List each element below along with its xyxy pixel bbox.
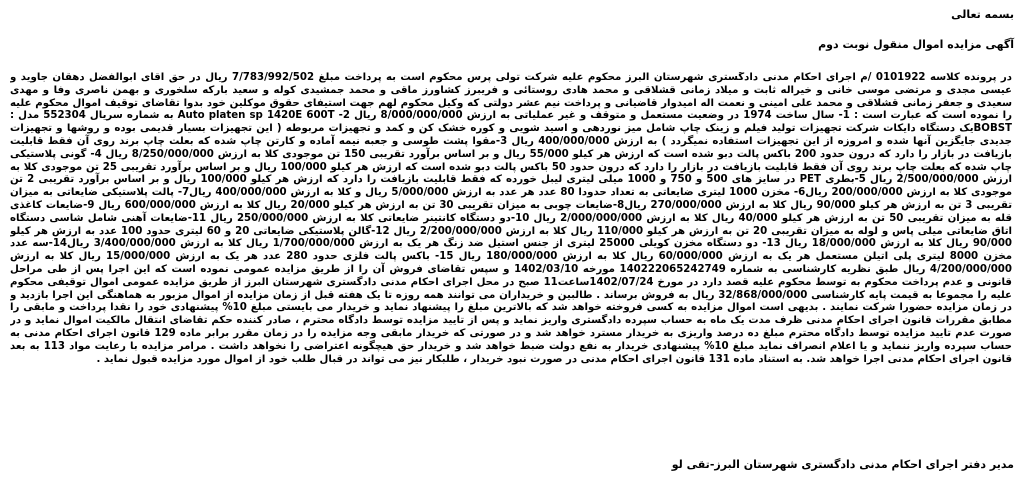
document-heading: بسمه تعالی — [951, 8, 1014, 21]
document-body: در پرونده کلاسه 0101922 /م اجرای احکام مدنی دادگستری شهرستان البرز محکوم علیه شرکت تولی پرس محکوم است به پرداخت مبلغ 7/783/992/502 ریال در حق آقای ابوالفضل دهقان جاوید و عیسی مجدی و مرتضی موسی خانی و خیراله ثابت و میلاد زمانی قشلاقی و محمد هادی روستائی و فریبرز کشاورز ماقی و محمد جمشیدی کوله و سعید بارکه سلخوری و بهمن ناصری وفا و مهدی سعیدی و جعفر زمانی قشلاقی و محمد علی امینی و نعمت اله امیدوار قاضیانی و پرداخت نیم عشر دولتی که وکیل محکوم لهم جهت استیفای حقوق موکلین خود بدوا تقاضای توقیف اموال محکوم علیه را نموده است که عبارت است : 1- سال ساخت 1974 در وضعیت مستعمل و متوقف و غیر عملیاتی به ارزش 8/000/000/000 ریال 2- Auto platen sp 1420E 600T به شماره سریال 552304 مدل : BOBSTیک دستگاه دایکات شرکت تجهیزات تولید فیلم و زینک چاپ شامل میز نوردهی و اسید شویی و کوره خشک کن و کمد و تجهیزات مربوطه ( این تجهیزات بسیار قدیمی بوده و روشها و تجهیزات جدیدی جایگزین آنها شده و امروزه از این تجهیزات استفاده نمیگردد ) به ارزش 400/000/000 ریال 3-مقوا پشت طوسی و جعبه نیمه آماده و کارتن چاپ شده که بعلت چاپ برند روی آن فقط قابلیت بازیافت در بازار را دارد که درون حدود 200 باکس پالت دبو شده است که ارزش هر کیلو 55/000 ریال و بر اساس برآورد تقریبی 150 تن موجودی کلا به ارزش 8/250/000/000 ریال 4- گونی پلاستیکی چاپ شده که بعلت چاپ برند روی آن فقط قابلیت بازیافت در بازار را دارد که درون حدود 50 باکس پالت دبو شده است که ارزش هر کیلو 100/000 ریال و بر اساس برآورد تقریبی 25 تن موجودی کلا به ارزش 2/500/000/000 ریال 5-بطری PET در سایز های 500 و 750 و 1000 میلی لیتری لیبل خورده که فقط قابلیت بازیافت را دارد که ارزش هر کیلو 100/000 ریال و بر اساس برآورد تقریبی 2 تن موجودی کلا به ارزش 200/000/000 ریال6- مخزن 1000 لیتری ضایعاتی به تعداد حدودا 80 عدد هر عدد به ارزش 5/000/000 ریال و کلا به ارزش 400/000/000 ریال7- پالت پلاستیکی ضایعاتی به میزان تقریبی 3 تن به ارزش هر کیلو 90/000 ریال کلا به ارزش 270/000/000 ریال8-ضایعات چوبی به میزان تقریبی 30 تن به ارزش هر کیلو 20/000 ریال کلا به ارزش 600/000/000 ریال 9-ضایعات کاغذی قله به میزان تقریبی 50 تن به ارزش هر کیلو 40/000 ریال کلا به ارزش 2/000/000/000 ریال 10-دو دستگاه کانتینر ضایعاتی کلا به ارزش 250/000/000 ریال 11-ضایعات آهنی شامل شاسی دستگاه اتاق ضایعاتی میلی پاس و لوله به میزان تقریبی 20 تن به ارزش هر کیلو 110/000 ریال کلا به ارزش 2/200/000/000 ریال 12-گالن پلاستیکی ضایعاتی 20 و 60 لیتری حدود 100 عدد به ارزش هر کیلو 90/000 ریال کلا به ارزش 18/000/000 ریال 13- دو دستگاه مخزن کویلی 25000 لیتری از جنس استیل ضد زنگ هر یک به ارزش 1/700/000/000 ریال کلا به ارزش 3/400/000/000 ریال14-سه عدد مخزن 8000 لیتری پلی اتیلن مستعمل هر یک به ارزش 60/000/000 ریال کلا به ارزش 180/000/000 ریال 15- باکس پالت فلزی حدود 280 عدد هر یک به ارزش 15/000/000 ریال کلا به ارزش 4/200/000/000 ریال طبق نظریه کارشناسی به شماره 140222065242749 مورخه 1402/03/10 و سپس تقاضای فروش آن را از طریق مزایده عمومی نموده است که این اجرا پس از طی مراحل قانونی و عدم پرداخت محکوم به توسط محکوم علیه قصد دارد در مورخ 1402/07/24ساعت11 صبح در محل اجرای احکام مدنی دادگستری شهرستان البرز از طریق مزایده عمومی اموال توقیفی محکوم علیه را مجموعا به قیمت پایه کارشناسی 32/868/000/000 ریال به فروش برساند . طالبین و خریداران می توانند همه روزه تا یک هفته قبل از زمان مزایده از اموال مزبور به هماهنگی این اجرا بازدید و در زمان مزایده حضورا شرکت نمایند . بدیهی است اموال مزایده به کسی فروخته خواهد شد که بالاترین مبلغ را پیشنهاد نماید و خریدار می بایستی مبلغ 10% پیشنهادی خود را نقدا پرداخت و مابقی را مطابق مقررات قانون اجرای احکام مدنی ظرف مدت یک ماه به حساب سپرده دادگستری واریز نماید و پس از تایید مزایده توسط دادگاه محترم ، صادر کننده حکم تقاضای انتقال مالکیت اموال نماید و در صورت عدم تایید مزایده توسط دادگاه محترم مبلغ ده درصد واریزی به خریدار مسترد خواهد شد و در صورتی که خریدار مابقی وجه مزایده را در زمان مقرر برابر ماده 129 قانون اجرای احکام مدنی به حساب سپرده واریز ننماید و یا اعلام انصراف نماید مبلغ 10% پیشنهادی خریدار به نفع دولت ضبط خواهد شد و خریدار حق هیچگونه اعتراضی را نخواهد داشت . مرامر مزایده با رعایت مواد 113 به بعد قانون اجرای احکام مدنی اجرا خواهد شد. به استناد ماده 131 قانون اجرای احکام مدنی در صورت نبود خریدار ، طلبکار نیز می تواند در قبال طلب خود از اموال مورد مزایده قبول نماید . — [10, 72, 1012, 365]
document-signature: مدیر دفتر اجرای احکام مدنی دادگستری شهرستان البرز-تقی لو — [671, 458, 1014, 471]
document-title: آگهی مزایده اموال منقول نوبت دوم — [818, 38, 1014, 51]
